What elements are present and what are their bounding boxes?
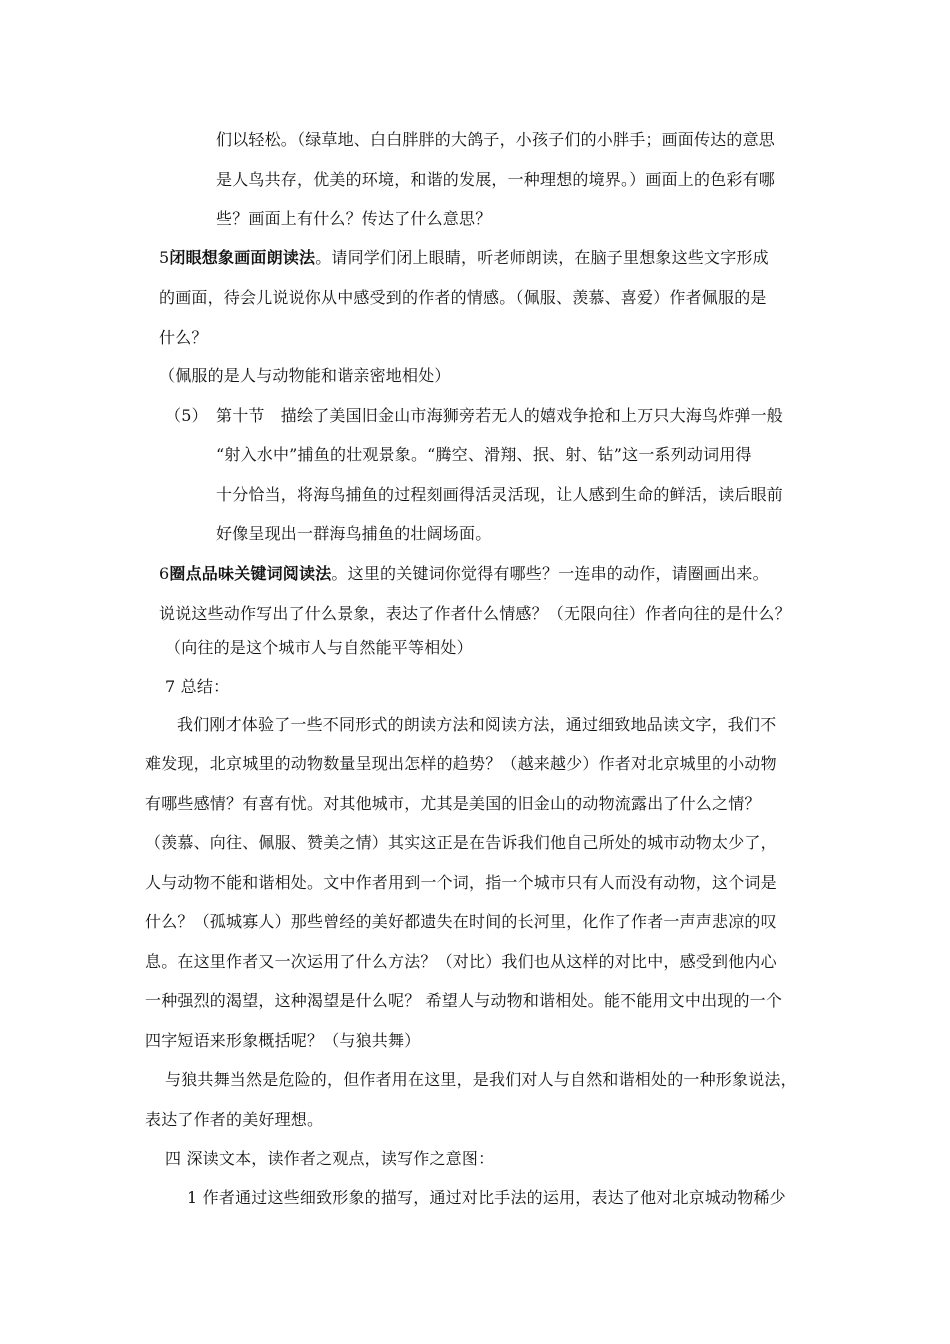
paragraph-line: 好像呈现出一群海鸟捕鱼的壮阔场面。 bbox=[216, 524, 492, 543]
paragraph-line: 什么？（孤城寡人）那些曾经的美好都遗失在时间的长河里，化作了作者一声声悲凉的叹 bbox=[145, 912, 777, 931]
paragraph-line: 四字短语来形象概括呢？（与狼共舞） bbox=[145, 1031, 421, 1050]
answer-line: （向往的是这个城市人与自然能平等相处） bbox=[165, 638, 473, 657]
paragraph-line: 息。在这里作者又一次运用了什么方法？（对比）我们也从这样的对比中，感受到他内心 bbox=[145, 952, 777, 971]
paragraph-line: 一种强烈的渴望，这种渴望是什么呢？ 希望人与动物和谐相处。能不能用文中出现的一个 bbox=[145, 991, 783, 1010]
paragraph-line: 人与动物不能和谐相处。文中作者用到一个词，指一个城市只有人而没有动物，这个词是 bbox=[145, 873, 777, 892]
paragraph-line: 是人鸟共存，优美的环境，和谐的发展，一种理想的境界。）画面上的色彩有哪 bbox=[216, 170, 776, 189]
paragraph-line: 们以轻松。（绿草地、白白胖胖的大鸽子，小孩子们的小胖手；画面传达的意思 bbox=[216, 130, 776, 149]
paragraph-line: 什么？ bbox=[159, 328, 208, 347]
paragraph-line: 说说这些动作写出了什么景象，表达了作者什么情感？（无限向往）作者向往的是什么？ bbox=[159, 604, 791, 623]
paragraph-line: “射入水中”捕鱼的壮观景象。“腾空、滑翔、抿、射、钻”这一系列动词用得 bbox=[216, 445, 752, 464]
item-number: （5） bbox=[165, 406, 208, 425]
section-number: 5 bbox=[159, 248, 170, 267]
paragraph-line: 我们刚才体验了一些不同形式的朗读方法和阅读方法，通过细致地品读文字，我们不 bbox=[177, 715, 777, 734]
method-title: 圈点品味关键词阅读法 bbox=[169, 564, 332, 583]
section-6-heading-line bbox=[159, 563, 769, 585]
answer-line: （佩服的是人与动物能和谐亲密地相处） bbox=[159, 366, 451, 385]
method-description: 。请同学们闭上眼睛，听老师朗读，在脑子里想象这些文字形成 bbox=[315, 248, 769, 267]
paragraph-line: 第十节 描绘了美国旧金山市海狮旁若无人的嬉戏争抢和上万只大海鸟炸弹一般 bbox=[216, 406, 784, 425]
paragraph-line: 些？画面上有什么？传达了什么意思？ bbox=[216, 209, 492, 228]
summary-heading: 7 总结： bbox=[165, 677, 230, 696]
paragraph-line: 与狼共舞当然是危险的，但作者用在这里，是我们对人与自然和谐相处的一种形象说法， bbox=[165, 1070, 797, 1089]
paragraph-line: 的画面，待会儿说说你从中感受到的作者的情感。（佩服、羡慕、喜爱）作者佩服的是 bbox=[159, 288, 767, 307]
paragraph-line: 1 作者通过这些细致形象的描写，通过对比手法的运用，表达了他对北京城动物稀少 bbox=[187, 1188, 786, 1207]
paragraph-line: 有哪些感情？有喜有忧。对其他城市，尤其是美国的旧金山的动物流露出了什么之情？ bbox=[145, 794, 761, 813]
section-number: 6 bbox=[159, 564, 170, 583]
method-description: 。这里的关键词你觉得有哪些？一连串的动作，请圈画出来。 bbox=[331, 564, 769, 583]
method-title: 闭眼想象画面朗读法 bbox=[169, 248, 316, 267]
section-5-heading-line bbox=[159, 247, 769, 269]
paragraph-line: （羡慕、向往、佩服、赞美之情）其实这正是在告诉我们他自己所处的城市动物太少了， bbox=[145, 833, 777, 852]
paragraph-line: 十分恰当，将海鸟捕鱼的过程刻画得活灵活现，让人感到生命的鲜活，读后眼前 bbox=[216, 485, 784, 504]
paragraph-line: 难发现，北京城里的动物数量呈现出怎样的趋势？（越来越少）作者对北京城里的小动物 bbox=[145, 754, 777, 773]
paragraph-line: 表达了作者的美好理想。 bbox=[145, 1110, 324, 1129]
section-four-heading: 四 深读文本，读作者之观点，读写作之意图： bbox=[165, 1149, 495, 1168]
